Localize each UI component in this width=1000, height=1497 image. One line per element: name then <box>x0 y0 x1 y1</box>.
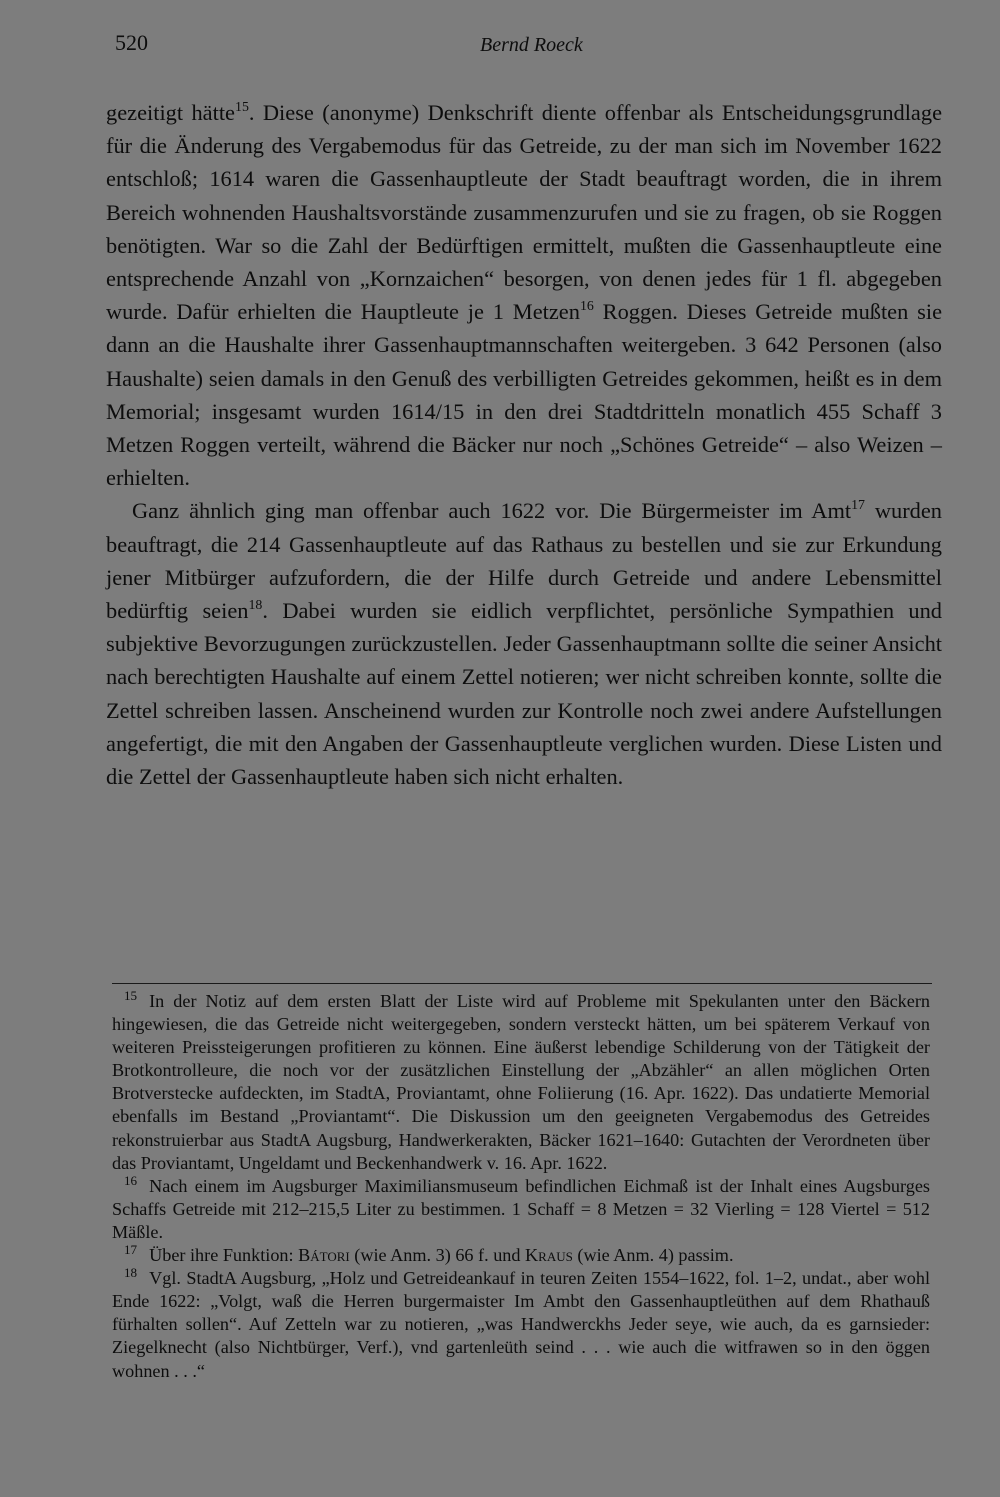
paragraph-2-part-3: . Dabei wurden sie eidlich verpflichtet, persönliche Sympathien und subjektive Bevorzugungen zurückzustellen. Jeder Gassenhauptmann sollte die seiner Ansicht nach berechtigten Haushalte auf einem Zettel notieren; wer nicht schreiben konnte, sollte die Zettel schreiben lassen. Anscheinend wurden zur Kontrolle noch zwei andere Aufstellungen angefertigt, die mit den Angaben der Gassenhauptleute verglichen wurden. Diese Listen und die Zettel der Gassenhauptleute haben sich nicht erhalten. <box>106 598 942 790</box>
footnote-number: 15 <box>124 987 138 1003</box>
footnote-15 <box>112 987 930 1175</box>
footnote-ref-17: 17 <box>851 498 865 514</box>
paragraph-2-part-2: wurden beauftragt, die 214 Gassenhauptleute auf das Rathaus zu bestellen und sie zur Erkundung jener Mitbürger aufzufordern, die der Hilfe durch Getreide und andere Lebensmittel bedürftig seien <box>106 498 942 624</box>
footnote-number: 18 <box>124 1264 138 1280</box>
footnote-17 <box>112 1241 930 1267</box>
footnote-ref-15: 15 <box>235 99 249 115</box>
footnote-ref-16: 16 <box>579 299 594 315</box>
footnote-number: 17 <box>124 1241 138 1257</box>
footnote-text: (wie Anm. 3) 66 f. und <box>349 1245 526 1266</box>
running-head <box>115 30 945 60</box>
paragraph-2 <box>106 494 942 793</box>
footnote-text: In der Notiz auf dem ersten Blatt der Liste wird auf Probleme mit Spekulanten unter den Bäckern hingewiesen, die das Getreide nicht weitergegeben, sondern versteckt hätten, um bei späterem Verkauf von weiteren Preissteigerungen profitieren zu können. Eine äußerst lebendige Schilderung von der Tätigkeit der Brotkontrolleure, die noch vor der zusätzlichen Einstellung der „Abzähler“ an allen möglichen Orten Brotverstecke aufdeckten, im StadtA, Proviantamt, ohne Foliierung (16. Apr. 1622). Das undatierte Memorial ebenfalls im Bestand „Proviantamt“. Die Diskussion um den geeigneten Vergabemodus des Getreides rekonstruierbar aus StadtA Augsburg, Handwerkerakten, Bäcker 1621–1640: Gutachten der Verordneten über das Proviantamt, Ungeldamt und Beckenhandwerk v. 16. Apr. 1622. <box>112 991 930 1173</box>
footnote-number: 16 <box>124 1172 138 1188</box>
paragraph-1 <box>106 96 942 494</box>
paragraph-1-part-1: gezeitigt hätte <box>106 100 235 125</box>
footnote-text: Vgl. StadtA Augsburg, „Holz und Getreideankauf in teuren Zeiten 1554–1622, fol. 1–2, undat., aber wohl Ende 1622: „Volgt, waß die Herren burgermaister Im Ambt den Gassenhauptleüthen auf dem Rhathauß fürhalten sollen“. Auf Zetteln war zu notieren, „was Handwerckhs Jeder seye, wie auch, da es garnsieder: Ziegelknecht (also Nichtbürger, Verf.), vnd gartenleüth seind . . . wie auch die witfrawen so in den öggen wohnen . . .“ <box>112 1268 930 1381</box>
paragraph-1-part-2: . Diese (anonyme) Denkschrift diente offenbar als Entscheidungsgrundlage für die Änderung des Vergabemodus für das Getreide, zu der man sich im November 1622 entschloß; 1614 waren die Gassenhauptleute der Stadt beauftragt worden, die in ihrem Bereich wohnenden Haushaltsvorstände zusammenzurufen und sie zu fragen, ob sie Roggen benötigten. War so die Zahl der Bedürftigen ermittelt, mußten die Gassenhauptleute eine entsprechende Anzahl von „Kornzaichen“ besorgen, von denen jedes für 1 fl. abgegeben wurde. Dafür erhielten die Hauptleute je 1 Metzen <box>106 100 943 325</box>
footnote-18 <box>112 1264 930 1382</box>
footnote-text: Nach einem im Augsburger Maximiliansmuseum befindlichen Eichmaß ist der Inhalt eines Augsburges Schaffs Getreide mit 212–215,5 Liter zu bestimmen. 1 Schaff = 8 Metzen = 32 Vierling = 128 Viertel = 512 Mäßle. <box>112 1175 930 1242</box>
footnote-text: (wie Anm. 4) passim. <box>572 1245 734 1266</box>
page-number: 520 <box>115 30 148 55</box>
footnotes <box>112 987 930 1383</box>
paragraph-2-part-1: Ganz ähnlich ging man offenbar auch 1622 vor. Die Bürgermeister im Amt <box>132 498 852 524</box>
main-text <box>106 96 942 793</box>
footnote-16 <box>112 1172 930 1244</box>
footnote-ref-18: 18 <box>248 598 263 614</box>
running-head-author: Bernd Roeck <box>480 34 583 56</box>
footnote-divider <box>112 983 932 984</box>
cited-author-batori: Bátori <box>298 1245 350 1266</box>
cited-author-kraus: Kraus <box>525 1245 573 1266</box>
paragraph-1-part-3: Roggen. Dieses Getreide mußten sie dann an die Haushalte ihrer Gassenhauptmannschaften weitergeben. 3 642 Personen (also Haushalte) seien damals in den Genuß des verbilligten Getreides gekommen, heißt es in dem Memorial; insgesamt wurden 1614/15 in den drei Stadtdritteln monatlich 455 Schaff 3 Metzen Roggen verteilt, während die Bäcker nur noch „Schönes Getreide“ – also Weizen – erhielten. <box>106 299 943 491</box>
footnote-text: Über ihre Funktion: <box>149 1245 299 1266</box>
